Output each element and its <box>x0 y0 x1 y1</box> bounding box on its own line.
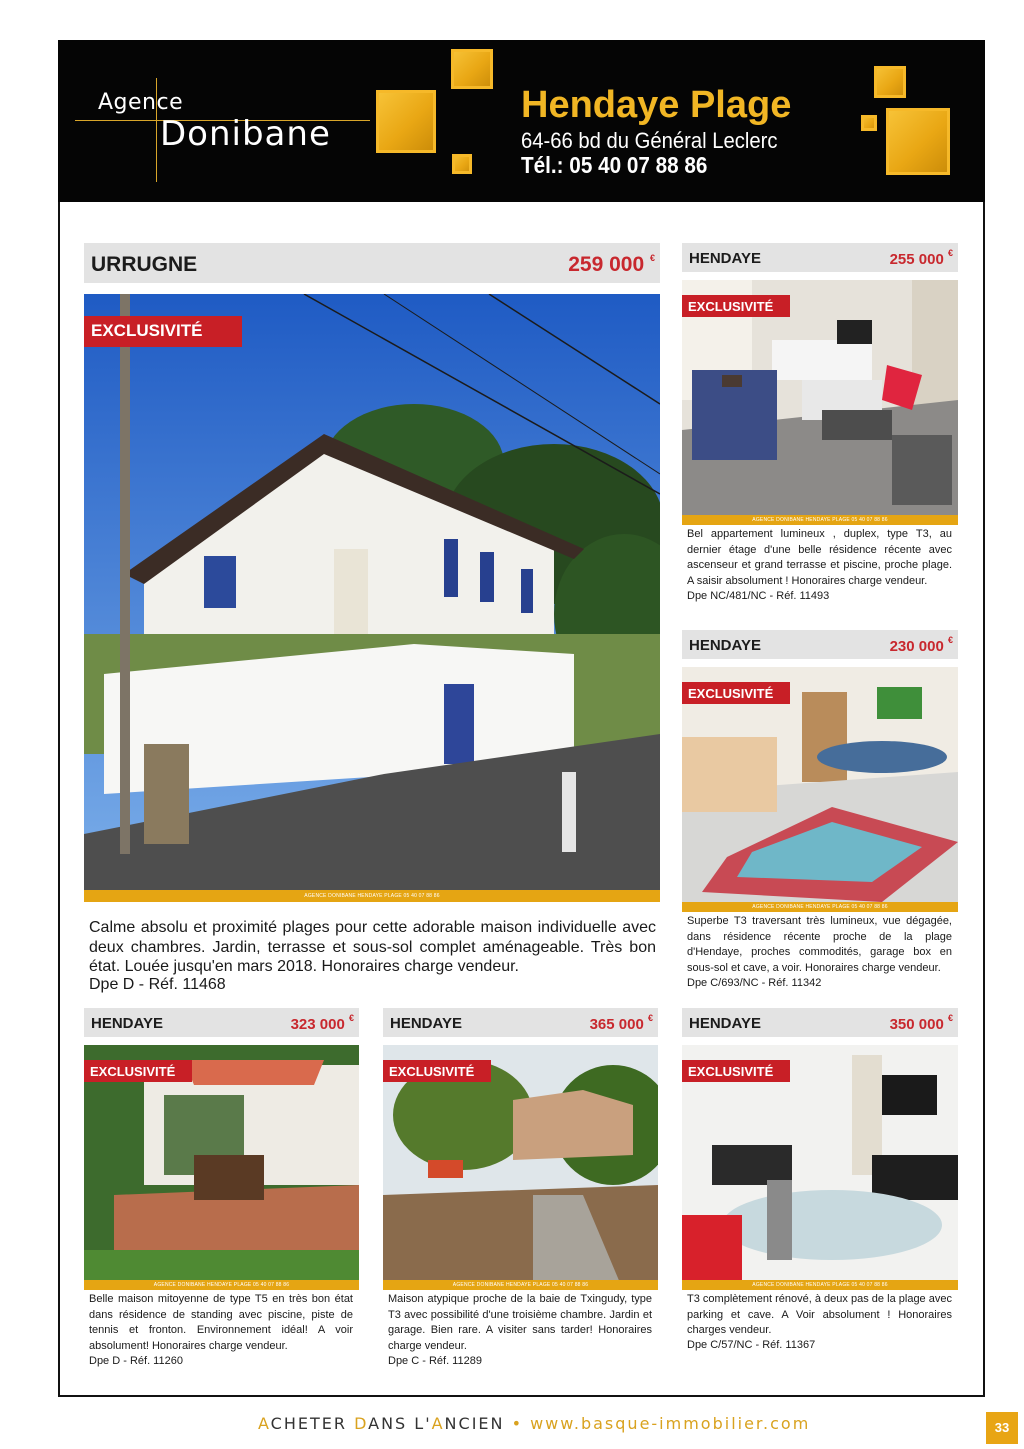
currency-symbol: € <box>947 1013 953 1023</box>
photo-credit: AGENCE DONIBANE HENDAYE PLAGE 05 40 07 88 86 <box>682 515 958 525</box>
listing-price <box>840 250 953 268</box>
currency-symbol: € <box>649 253 655 263</box>
agency-phone: Tél.: 05 40 07 88 86 <box>521 152 708 178</box>
currency-symbol: € <box>947 248 953 258</box>
logo-donibane-text: Donibane <box>160 114 331 154</box>
listing-description: Calme absolu et proximité plages pour cette adorable maison individuelle avec deux chambres. Jardin, terrasse et sous-sol complet aménageable. Très bon état. Louée jusqu'en mars 2018. Honoraires charge vendeur. <box>89 919 656 975</box>
listing-price-value: 230 000 <box>889 638 944 655</box>
listing-price <box>539 1015 653 1033</box>
listing-price-value: 365 000 <box>589 1016 644 1033</box>
listing-price-value: 323 000 <box>290 1016 345 1033</box>
listing-description: Bel appartement lumineux , duplex, type T3, au dernier étage d'une belle résidence récente avec ascenseur et grand terrasse et piscine, proche plage. A saisir absolument ! Honoraires charge vendeur. <box>687 528 952 587</box>
footer-website-link[interactable]: www.basque-immobilier.com <box>530 1414 811 1433</box>
agency-address: 64-66 bd du Général Leclerc <box>521 128 778 153</box>
agency-city: Hendaye Plage <box>521 84 792 126</box>
logo-square-3 <box>452 154 472 174</box>
listing-description: T3 complètement rénové, à deux pas de la plage avec parking et cave. A Voir absolument ! Honoraires charges vendeur. <box>687 1293 952 1336</box>
listing-reference: Dpe C - Réf. 11289 <box>388 1355 482 1367</box>
listing-city: URRUGNE <box>91 253 198 276</box>
footer-bullet: • <box>504 1414 531 1433</box>
photo-credit: AGENCE DONIBANE HENDAYE PLAGE 05 40 07 88 86 <box>682 1280 958 1290</box>
listing-city: HENDAYE <box>689 250 761 267</box>
listing-city: HENDAYE <box>689 1015 761 1032</box>
listing-price <box>840 1015 953 1033</box>
photo-credit: AGENCE DONIBANE HENDAYE PLAGE 05 40 07 88 86 <box>84 1280 359 1290</box>
listing-photo-living-room[interactable] <box>682 280 958 525</box>
page-number: 33 <box>986 1412 1018 1444</box>
logo-agence-text: Agence <box>98 90 184 115</box>
listing-reference: Dpe D - Réf. 11468 <box>89 976 226 993</box>
listing-city: HENDAYE <box>91 1015 163 1032</box>
listing-price <box>520 253 655 277</box>
listing-photo-house[interactable] <box>84 294 660 902</box>
listing-photo-garden[interactable] <box>383 1045 658 1290</box>
listing-price-value: 259 000 <box>568 253 645 276</box>
footer-word: ANS L' <box>368 1414 432 1433</box>
listing-photo-terrace[interactable] <box>84 1045 359 1290</box>
listing-reference: Dpe D - Réf. 11260 <box>89 1355 183 1367</box>
listing-reference: Dpe NC/481/NC - Réf. 11493 <box>687 590 830 602</box>
exclusivity-badge: EXCLUSIVITÉ <box>383 1060 491 1082</box>
logo-square-5 <box>886 108 950 175</box>
listing-price <box>840 637 953 655</box>
house-exterior-image <box>84 294 660 902</box>
listing-city: HENDAYE <box>390 1015 462 1032</box>
footer-word: NCIEN <box>444 1414 505 1433</box>
logo-square-2 <box>451 49 493 89</box>
currency-symbol: € <box>348 1013 354 1023</box>
listing-price-value: 350 000 <box>889 1016 944 1033</box>
footer-initial: A <box>258 1414 271 1433</box>
exclusivity-badge: EXCLUSIVITÉ <box>84 316 242 347</box>
listing-photo-dining-kitchen[interactable] <box>682 1045 958 1290</box>
listing-description: Superbe T3 traversant très lumineux, vue dégagée, dans résidence récente proche de la plage d'Hendaye, proches commodités, garage box en sous-sol et cave, a voir. Honoraires charge vendeur. <box>687 915 952 974</box>
listing-reference: Dpe C/57/NC - Réf. 11367 <box>687 1339 816 1351</box>
currency-symbol: € <box>647 1013 653 1023</box>
logo-square-1 <box>376 90 436 153</box>
listing-description: Maison atypique proche de la baie de Txingudy, type T3 avec possibilité d'une troisième chambre. Jardin et garage. Bien rare. A visiter sans tarder! Honoraires charge vendeur. <box>388 1293 652 1352</box>
exclusivity-badge: EXCLUSIVITÉ <box>84 1060 192 1082</box>
listing-price-value: 255 000 <box>889 251 944 268</box>
logo-square-4 <box>874 66 906 98</box>
listing-description: Belle maison mitoyenne de type T5 en très bon état dans résidence de standing avec piscine, piste de tennis et fronton. Environnement idéal! A voir absolument! Honoraires charge vendeur. <box>89 1293 353 1352</box>
listing-photo-dining-room[interactable] <box>682 667 958 912</box>
footer-initial: D <box>354 1414 369 1433</box>
photo-credit: AGENCE DONIBANE HENDAYE PLAGE 05 40 07 88 86 <box>682 902 958 912</box>
exclusivity-badge: EXCLUSIVITÉ <box>682 682 790 704</box>
currency-symbol: € <box>947 635 953 645</box>
footer-initial: A <box>431 1414 445 1433</box>
listing-reference: Dpe C/693/NC - Réf. 11342 <box>687 977 822 989</box>
listing-price <box>240 1015 354 1033</box>
photo-credit: AGENCE DONIBANE HENDAYE PLAGE 05 40 07 88 86 <box>383 1280 658 1290</box>
footer-tagline <box>258 1414 810 1433</box>
logo-square-6 <box>861 115 877 131</box>
exclusivity-badge: EXCLUSIVITÉ <box>682 295 790 317</box>
footer-word: CHETER <box>270 1414 355 1433</box>
photo-credit: AGENCE DONIBANE HENDAYE PLAGE 05 40 07 88 86 <box>84 890 660 902</box>
listing-city: HENDAYE <box>689 637 761 654</box>
exclusivity-badge: EXCLUSIVITÉ <box>682 1060 790 1082</box>
